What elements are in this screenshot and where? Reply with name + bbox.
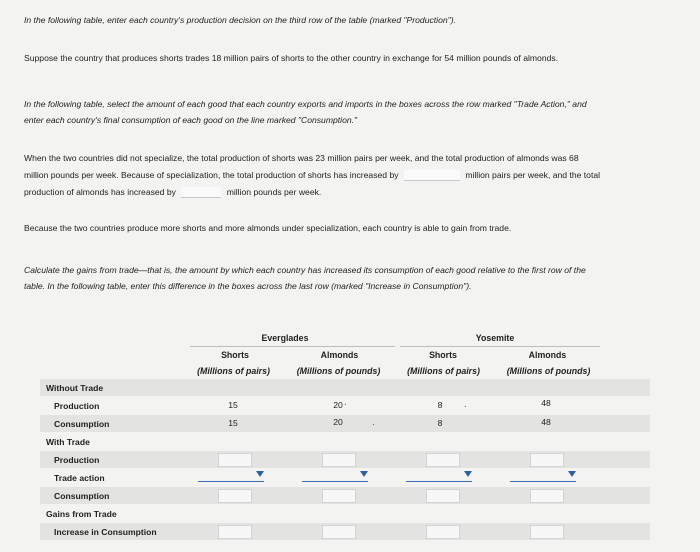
increase-almonds-yosemite-input[interactable] [530,525,564,539]
trade-action-almonds-everglades-dropdown[interactable] [302,470,368,482]
instruction-trade-action [24,96,684,128]
production-shorts-everglades-input[interactable] [218,453,252,467]
country-header-yosemite: Yosemite [475,333,515,343]
instruction-production: In the following table, enter each country's production decision on the third row of the table (marked "Production"). [24,15,456,25]
row-label-with-trade: With Trade [46,437,90,447]
trade-assumption: Suppose the country that produces shorts trades 18 million pairs of shorts to the other country in exchange for 54 million pounds of almonds. [24,53,559,63]
row-label-production2: Production [54,455,100,465]
production-shorts-yosemite-input[interactable] [426,453,460,467]
gain-statement: Because the two countries produce more shorts and more almonds under specialization, each country is able to gain from trade. [24,223,512,233]
specialization-line2-post: million pairs per week, and the total [465,170,601,180]
col-header-good-3: Shorts [429,350,457,360]
cell-production-almonds-yosemite: 48 [541,398,551,408]
instruction-gains-line1: Calculate the gains from trade—that is, the amount by which each country has increased its consumption of each good relative to the first row of the [24,265,586,275]
specialization-line3-pre: production of almonds has increased by [24,187,176,197]
col-header-good-1: Shorts [221,350,249,360]
cell-consumption-almonds-yosemite: 48 [541,417,551,427]
cell-production-shorts-everglades: 15 [228,400,238,410]
almonds-increase-input[interactable] [181,187,221,198]
production-almonds-yosemite-input[interactable] [530,453,564,467]
col-header-unit-2: (Millions of pounds) [296,366,381,376]
trade-action-almonds-yosemite-dropdown[interactable] [510,470,576,482]
col-header-unit-3: (Millions of pairs) [407,366,480,376]
row-label-trade-action: Trade action [54,473,105,483]
instruction-gains [24,262,684,294]
chevron-down-icon [568,471,576,477]
instruction-gains-line2: table. In the following table, enter this difference in the boxes across the last row (marked "Increase in Consumption"). [24,281,472,291]
header-rule-yosemite [400,346,600,347]
trade-action-shorts-yosemite-dropdown[interactable] [406,470,472,482]
consumption-almonds-everglades-input[interactable] [322,489,356,503]
chevron-down-icon [464,471,472,477]
specialization-line1: When the two countries did not specialize, the total production of shorts was 23 million pairs per week, and the total production of almonds was 68 [24,153,579,163]
col-header-unit-1: (Millions of pairs) [197,366,270,376]
col-header-unit-4: (Millions of pounds) [506,366,591,376]
increase-almonds-everglades-input[interactable] [322,525,356,539]
specialization-line2 [24,167,684,184]
stray-dot-1: . [464,399,467,410]
cell-consumption-shorts-everglades: 15 [228,418,238,428]
increase-shorts-yosemite-input[interactable] [426,525,460,539]
instruction-trade-action-line1: In the following table, select the amount of each good that each country exports and imports in the boxes across the row marked "Trade Action," and [24,99,587,109]
decimal-mark: . [344,397,347,408]
country-header-everglades: Everglades [261,333,309,343]
increase-shorts-everglades-input[interactable] [218,525,252,539]
row-band-without-trade [40,379,650,396]
shorts-increase-input[interactable] [404,170,460,181]
cell-production-shorts-yosemite: 8 [437,400,443,410]
row-label-consumption: Consumption [54,419,110,429]
specialization-line2-pre: million pounds per week. Because of specialization, the total production of shorts has increased by [24,170,399,180]
row-label-consumption2: Consumption [54,491,110,501]
row-label-production: Production [54,401,100,411]
col-header-good-2: Almonds [320,350,359,360]
chevron-down-icon [360,471,368,477]
specialization-line3 [24,184,684,201]
consumption-shorts-yosemite-input[interactable] [426,489,460,503]
consumption-shorts-everglades-input[interactable] [218,489,252,503]
cell-production-almonds-everglades: 20 [333,400,343,410]
specialization-paragraph [24,150,684,201]
consumption-almonds-yosemite-input[interactable] [530,489,564,503]
specialization-line3-post: million pounds per week. [226,187,322,197]
row-label-increase: Increase in Consumption [54,527,157,537]
header-rule-everglades [190,346,395,347]
cell-consumption-almonds-everglades: 20 [333,417,343,427]
chevron-down-icon [256,471,264,477]
stray-dot-2: . [372,417,375,428]
col-header-good-4: Almonds [528,350,567,360]
row-label-gains: Gains from Trade [46,509,117,519]
instruction-trade-action-line2: enter each country's final consumption of each good on the line marked "Consumption." [24,115,358,125]
trade-action-shorts-everglades-dropdown[interactable] [198,470,264,482]
cell-consumption-shorts-yosemite: 8 [437,418,443,428]
row-label-without-trade: Without Trade [46,383,104,393]
production-almonds-everglades-input[interactable] [322,453,356,467]
